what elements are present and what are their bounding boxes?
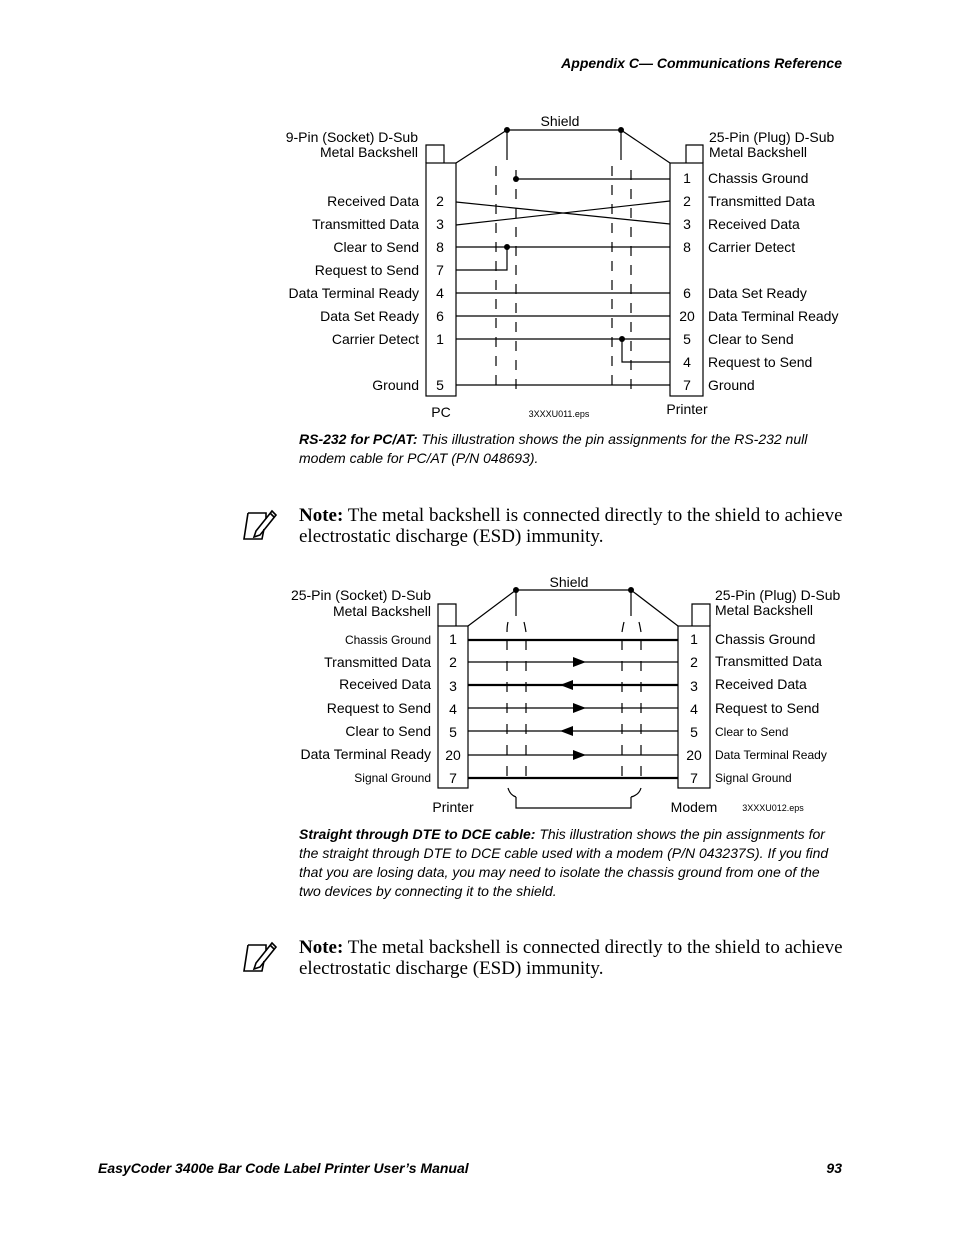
left-pin-number: 4: [449, 701, 457, 717]
right-pin-number: 4: [683, 354, 691, 370]
left-pin-number: 6: [436, 308, 444, 324]
right-pin-number: 7: [683, 377, 691, 393]
left-pin-number: 5: [449, 724, 457, 740]
left-signal-label: Request to Send: [314, 262, 419, 278]
right-pin-number: 3: [683, 216, 691, 232]
note-lead: Note:: [299, 937, 344, 958]
right-pin-number: 2: [690, 654, 698, 670]
right-pin-number: 5: [683, 331, 691, 347]
right-pin-number: 8: [683, 239, 691, 255]
left-pin-number: 1: [449, 631, 457, 647]
right-signal-label: Data Terminal Ready: [715, 748, 827, 762]
left-pin-number: 3: [449, 678, 457, 694]
note-esd: [299, 505, 844, 547]
right-pin-number: 20: [679, 308, 695, 324]
right-backshell-label: Metal Backshell: [715, 602, 814, 618]
left-signal-label: Transmitted Data: [324, 654, 431, 670]
left-signal-label: Data Terminal Ready: [288, 285, 419, 301]
left-pin-number: 4: [436, 285, 444, 301]
right-signal-label: Request to Send: [715, 700, 820, 716]
right-pin-number: 1: [690, 631, 698, 647]
left-pin-number: 7: [449, 770, 457, 786]
left-pin-number: 1: [436, 331, 444, 347]
direction-arrow: [560, 726, 573, 736]
right-signal-label: Data Set Ready: [708, 285, 807, 301]
rs232-null-modem-diagram: [0, 0, 954, 430]
left-pin-number: 3: [436, 216, 444, 232]
direction-arrow: [573, 750, 586, 760]
right-pin-number: 6: [683, 285, 691, 301]
left-pin-number: 8: [436, 239, 444, 255]
right-signal-label: Transmitted Data: [715, 653, 822, 669]
caption-rs232: [299, 430, 829, 468]
caption-straight-through: [299, 825, 829, 901]
right-signal-label: Ground: [708, 377, 755, 393]
right-signal-label: Clear to Send: [715, 725, 789, 739]
left-signal-label: Request to Send: [326, 700, 431, 716]
right-signal-label: Signal Ground: [715, 771, 792, 785]
right-signal-label: Request to Send: [708, 354, 813, 370]
right-pin-number: 7: [690, 770, 698, 786]
right-pin-number: 3: [690, 678, 698, 694]
left-backshell-label: Metal Backshell: [332, 603, 431, 619]
left-signal-label: Ground: [372, 377, 419, 393]
right-pin-number: 1: [683, 170, 691, 186]
note-pencil-icon: [242, 937, 278, 975]
caption-text: This illustration shows the pin assignments for the RS-232 null modem cable for PC/AT (P/N 048693).: [299, 431, 808, 466]
right-signal-label: Received Data: [708, 216, 800, 232]
caption-lead: RS-232 for PC/AT:: [299, 431, 418, 447]
left-signal-label: Carrier Detect: [331, 331, 419, 347]
right-pin-number: 20: [686, 747, 702, 763]
right-signal-label: Transmitted Data: [708, 193, 815, 209]
page-number: 93: [826, 1160, 842, 1176]
left-signal-label: Chassis Ground: [344, 633, 431, 647]
direction-arrow: [573, 703, 586, 713]
right-device-label: Modem: [670, 799, 718, 815]
note-text: The metal backshell is connected directly to the shield to achieve electrostatic discharge (ESD) immunity.: [299, 937, 843, 979]
direction-arrow: [560, 680, 573, 690]
shield-label: Shield: [549, 574, 589, 590]
direction-arrow: [573, 657, 586, 667]
right-signal-label: Data Terminal Ready: [708, 308, 839, 324]
footer-manual-title: EasyCoder 3400e Bar Code Label Printer User’s Manual: [98, 1160, 469, 1176]
right-signal-label: Clear to Send: [708, 331, 794, 347]
left-signal-label: Transmitted Data: [312, 216, 419, 232]
right-connector-label: 25-Pin (Plug) D-Sub: [709, 129, 835, 145]
right-signal-label: Chassis Ground: [708, 170, 809, 186]
left-connector-label: 25-Pin (Socket) D-Sub: [290, 587, 431, 603]
note-pencil-icon: [242, 505, 278, 543]
left-pin-number: 7: [436, 262, 444, 278]
left-signal-label: Signal Ground: [354, 771, 431, 785]
caption-lead: Straight through DTE to DCE cable:: [299, 826, 536, 842]
left-pin-number: 5: [436, 377, 444, 393]
running-head: Appendix C— Communications Reference: [561, 55, 842, 71]
note-lead: Note:: [299, 505, 344, 526]
note-esd: [299, 937, 844, 979]
left-signal-label: Clear to Send: [333, 239, 419, 255]
left-signal-label: Data Terminal Ready: [300, 746, 431, 762]
left-signal-label: Received Data: [327, 193, 419, 209]
left-signal-label: Clear to Send: [345, 723, 431, 739]
straight-through-dte-dce-diagram: [0, 565, 954, 820]
left-device-label: Printer: [432, 799, 474, 815]
right-device-label: Printer: [666, 401, 708, 417]
left-connector-label: 9-Pin (Socket) D-Sub: [285, 129, 418, 145]
left-signal-label: Received Data: [339, 676, 431, 692]
shield-label: Shield: [540, 113, 580, 129]
right-connector-label: 25-Pin (Plug) D-Sub: [715, 587, 841, 603]
left-backshell-label: Metal Backshell: [319, 144, 418, 160]
caption-text: This illustration shows the pin assignments for the straight through DTE to DCE cable used with a modem (P/N 043237S). If you find that you are losing data, you may need to isolate the chassis ground from one of the two devices by connecting it to the shield.: [299, 826, 829, 899]
left-pin-number: 2: [436, 193, 444, 209]
right-signal-label: Chassis Ground: [715, 631, 816, 647]
file-label: 3XXXU011.eps: [528, 409, 590, 419]
file-label: 3XXXU012.eps: [742, 803, 804, 813]
left-pin-number: 2: [449, 654, 457, 670]
right-pin-number: 4: [690, 701, 698, 717]
left-device-label: PC: [431, 404, 451, 420]
right-pin-number: 5: [690, 724, 698, 740]
right-signal-label: Received Data: [715, 676, 807, 692]
left-signal-label: Data Set Ready: [320, 308, 419, 324]
right-signal-label: Carrier Detect: [708, 239, 796, 255]
right-pin-number: 2: [683, 193, 691, 209]
note-text: The metal backshell is connected directly to the shield to achieve electrostatic discharge (ESD) immunity.: [299, 505, 843, 547]
right-backshell-label: Metal Backshell: [709, 144, 808, 160]
left-pin-number: 20: [445, 747, 461, 763]
